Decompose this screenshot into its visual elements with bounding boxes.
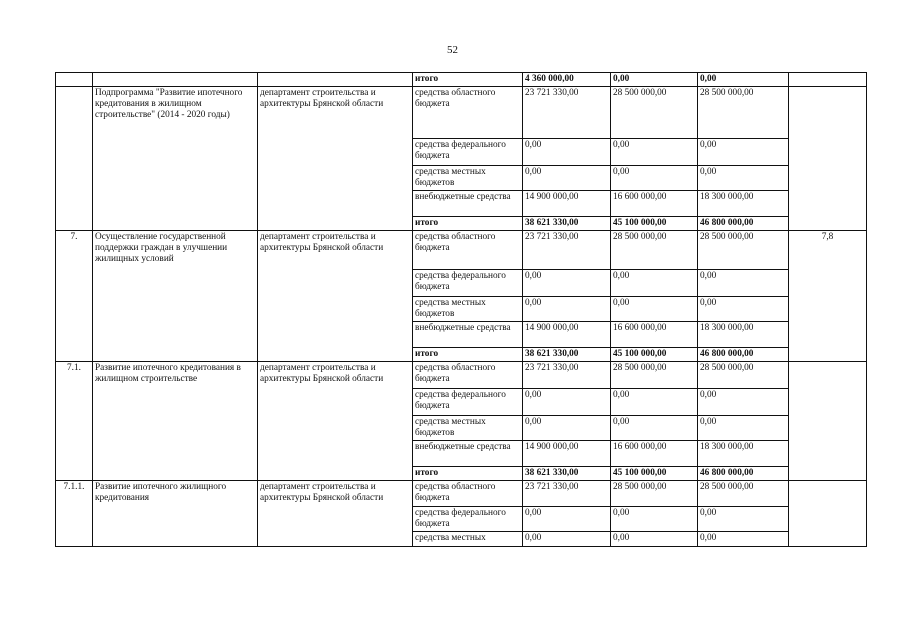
budget-table (55, 72, 867, 547)
amount-2018-cell: 23 721 330,00 (523, 87, 611, 139)
funding-source-cell: итого (413, 217, 523, 231)
row-number-cell (56, 73, 93, 87)
funding-source-cell: итого (413, 348, 523, 362)
table-row (56, 87, 867, 139)
indicator-cell (789, 73, 867, 87)
funding-source-cell: средства федерального бюджета (413, 389, 523, 416)
amount-2019-cell: 45 100 000,00 (611, 348, 698, 362)
amount-2019-cell: 0,00 (611, 73, 698, 87)
indicator-cell (789, 362, 867, 481)
amount-2020-cell: 0,00 (698, 416, 789, 441)
amount-2020-cell: 46 800 000,00 (698, 467, 789, 481)
funding-source-cell: средства областного бюджета (413, 231, 523, 270)
amount-2018-cell: 14 900 000,00 (523, 191, 611, 217)
amount-2020-cell: 18 300 000,00 (698, 441, 789, 467)
department-cell (258, 73, 413, 87)
event-name-cell: Подпрограмма "Развитие ипотечного кредитования в жилищном строительстве" (2014 - 2020 годы) (93, 87, 258, 231)
event-name-cell: Развитие ипотечного жилищного кредитования (93, 481, 258, 547)
amount-2019-cell: 28 500 000,00 (611, 362, 698, 389)
funding-source-cell: средства федерального бюджета (413, 507, 523, 532)
funding-source-cell: средства областного бюджета (413, 362, 523, 389)
amount-2018-cell: 23 721 330,00 (523, 362, 611, 389)
funding-source-cell: средства областного бюджета (413, 87, 523, 139)
amount-2018-cell: 0,00 (523, 507, 611, 532)
amount-2018-cell: 0,00 (523, 270, 611, 297)
row-number-cell: 7.1. (56, 362, 93, 481)
amount-2020-cell: 18 300 000,00 (698, 191, 789, 217)
amount-2018-cell: 23 721 330,00 (523, 481, 611, 507)
amount-2019-cell: 16 600 000,00 (611, 322, 698, 348)
amount-2018-cell: 0,00 (523, 139, 611, 166)
amount-2020-cell: 0,00 (698, 73, 789, 87)
indicator-cell (789, 481, 867, 547)
amount-2019-cell: 0,00 (611, 297, 698, 322)
amount-2020-cell: 0,00 (698, 139, 789, 166)
funding-source-cell: внебюджетные средства (413, 191, 523, 217)
table-row (56, 481, 867, 507)
amount-2018-cell: 0,00 (523, 297, 611, 322)
indicator-cell (789, 87, 867, 231)
amount-2018-cell: 0,00 (523, 166, 611, 191)
amount-2019-cell: 45 100 000,00 (611, 467, 698, 481)
department-cell: департамент строительства и архитектуры Брянской области (258, 87, 413, 231)
page-number: 52 (447, 44, 458, 56)
amount-2020-cell: 0,00 (698, 166, 789, 191)
amount-2018-cell: 38 621 330,00 (523, 348, 611, 362)
amount-2019-cell: 16 600 000,00 (611, 191, 698, 217)
amount-2018-cell: 14 900 000,00 (523, 322, 611, 348)
funding-source-cell: средства федерального бюджета (413, 139, 523, 166)
amount-2019-cell: 16 600 000,00 (611, 441, 698, 467)
amount-2020-cell: 28 500 000,00 (698, 87, 789, 139)
amount-2019-cell: 45 100 000,00 (611, 217, 698, 231)
row-number-cell: 7.1.1. (56, 481, 93, 547)
row-number-cell (56, 87, 93, 231)
funding-source-cell: средства местных (413, 532, 523, 547)
amount-2020-cell: 0,00 (698, 297, 789, 322)
amount-2020-cell: 0,00 (698, 532, 789, 547)
amount-2018-cell: 0,00 (523, 532, 611, 547)
department-cell: департамент строительства и архитектуры Брянской области (258, 231, 413, 362)
funding-source-cell: внебюджетные средства (413, 441, 523, 467)
funding-source-cell: средства областного бюджета (413, 481, 523, 507)
table-row (56, 362, 867, 389)
amount-2020-cell: 28 500 000,00 (698, 362, 789, 389)
amount-2020-cell: 0,00 (698, 270, 789, 297)
amount-2018-cell: 38 621 330,00 (523, 217, 611, 231)
amount-2019-cell: 0,00 (611, 389, 698, 416)
table-row (56, 231, 867, 270)
funding-source-cell: средства местных бюджетов (413, 166, 523, 191)
event-name-cell: Осуществление государственной поддержки граждан в улучшении жилищных условий (93, 231, 258, 362)
amount-2019-cell: 0,00 (611, 416, 698, 441)
amount-2019-cell: 28 500 000,00 (611, 87, 698, 139)
amount-2018-cell: 14 900 000,00 (523, 441, 611, 467)
amount-2019-cell: 28 500 000,00 (611, 231, 698, 270)
amount-2019-cell: 0,00 (611, 270, 698, 297)
amount-2019-cell: 0,00 (611, 507, 698, 532)
funding-source-cell: средства местных бюджетов (413, 297, 523, 322)
amount-2020-cell: 0,00 (698, 507, 789, 532)
budget-table-body (56, 73, 867, 547)
funding-source-cell: средства федерального бюджета (413, 270, 523, 297)
amount-2020-cell: 28 500 000,00 (698, 231, 789, 270)
total-row (56, 73, 867, 87)
amount-2018-cell: 0,00 (523, 389, 611, 416)
amount-2020-cell: 28 500 000,00 (698, 481, 789, 507)
amount-2019-cell: 28 500 000,00 (611, 481, 698, 507)
amount-2019-cell: 0,00 (611, 139, 698, 166)
amount-2018-cell: 23 721 330,00 (523, 231, 611, 270)
indicator-cell: 7,8 (789, 231, 867, 362)
department-cell: департамент строительства и архитектуры Брянской области (258, 362, 413, 481)
amount-2020-cell: 18 300 000,00 (698, 322, 789, 348)
event-name-cell: Развитие ипотечного кредитования в жилищном строительстве (93, 362, 258, 481)
amount-2019-cell: 0,00 (611, 532, 698, 547)
funding-source-cell: средства местных бюджетов (413, 416, 523, 441)
row-number-cell: 7. (56, 231, 93, 362)
amount-2020-cell: 46 800 000,00 (698, 217, 789, 231)
funding-source-cell: внебюджетные средства (413, 322, 523, 348)
amount-2020-cell: 0,00 (698, 389, 789, 416)
event-name-cell (93, 73, 258, 87)
amount-2019-cell: 0,00 (611, 166, 698, 191)
department-cell: департамент строительства и архитектуры Брянской области (258, 481, 413, 547)
amount-2018-cell: 4 360 000,00 (523, 73, 611, 87)
amount-2020-cell: 46 800 000,00 (698, 348, 789, 362)
funding-source-cell: итого (413, 73, 523, 87)
amount-2018-cell: 38 621 330,00 (523, 467, 611, 481)
amount-2018-cell: 0,00 (523, 416, 611, 441)
funding-source-cell: итого (413, 467, 523, 481)
